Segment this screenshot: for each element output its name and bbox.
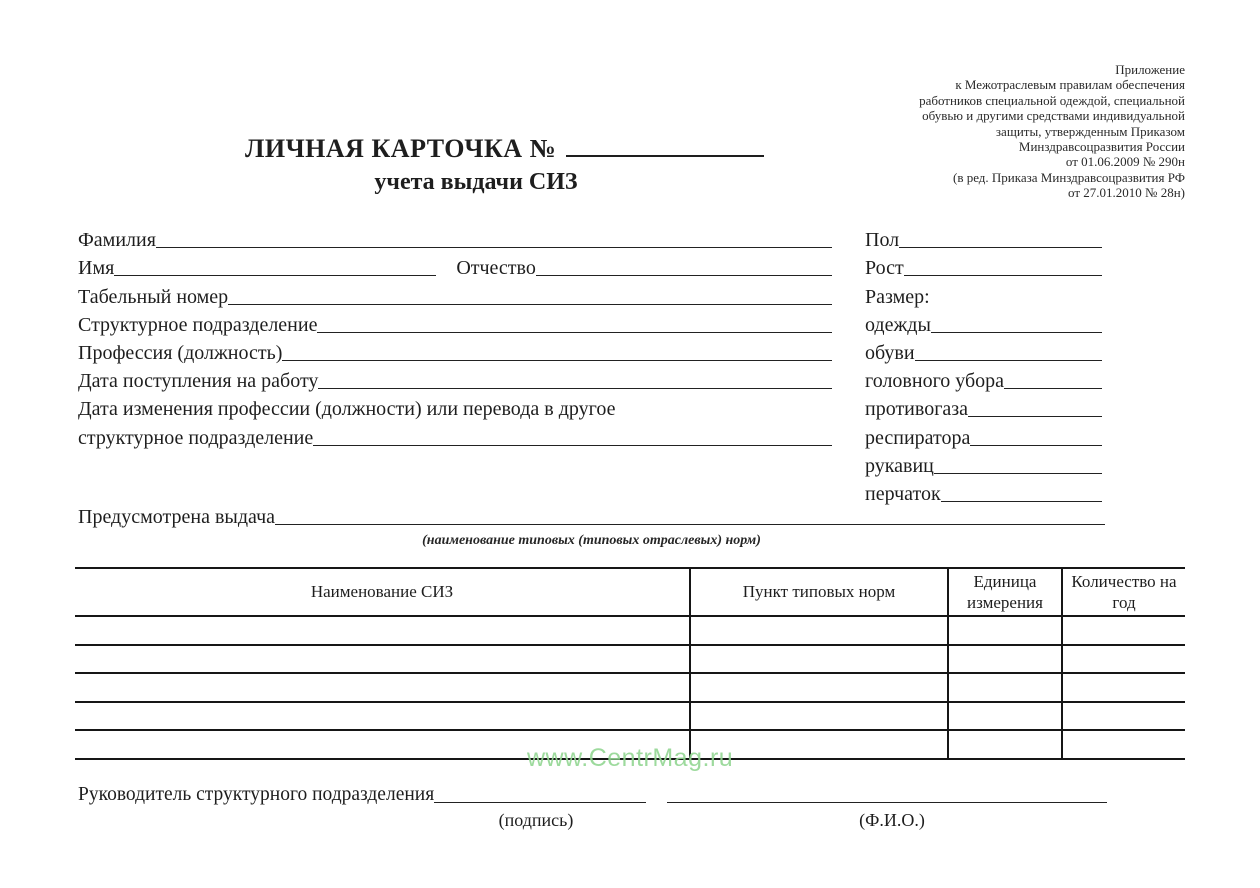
blank-line [899, 247, 1102, 248]
issue-provision-blank [275, 524, 1105, 525]
document-subtitle: учета выдачи СИЗ [374, 169, 578, 195]
fio-blank [667, 802, 1107, 803]
column-header: Единица измерения [948, 568, 1062, 616]
form-field-row [78, 337, 832, 365]
issue-provision-row [78, 499, 1105, 529]
siz-issue-table [75, 567, 1185, 760]
column-header: Количество на год [1062, 568, 1185, 616]
form-field-row [865, 224, 1102, 252]
table-cell-empty [948, 730, 1062, 759]
field-label: перчаток [865, 482, 941, 505]
field-label: Имя [78, 257, 115, 280]
blank-line [931, 332, 1102, 333]
field-label: головного убора [865, 370, 1005, 393]
form-field-row [78, 421, 832, 449]
table-cell-empty [948, 702, 1062, 731]
form-field-row [78, 365, 832, 393]
issue-provision-note: (наименование типовых (типовых отраслевых) норм) [422, 533, 761, 548]
table-row [75, 645, 1185, 674]
blank-line [1004, 388, 1102, 389]
table-cell-empty [1062, 645, 1185, 674]
annotation-line: Приложение [1115, 62, 1185, 77]
table-header-row [75, 568, 1185, 616]
card-number-blank [566, 155, 764, 157]
field-label: Дата изменения профессии (должности) или перевода в другое [78, 398, 616, 421]
field-label: Отчество [456, 257, 536, 280]
issue-provision-label: Предусмотрена выдача [78, 506, 276, 528]
blank-line [318, 388, 832, 389]
field-label: Дата поступления на работу [78, 370, 319, 393]
form-field-row [865, 365, 1102, 393]
signature-blank [434, 802, 646, 803]
form-field-row [78, 224, 832, 252]
document-title-block [245, 134, 707, 196]
form-field-row [865, 280, 1102, 308]
annotation-line: обувью и другими средствами индивидуальной [922, 108, 1185, 124]
table-cell-empty [690, 702, 948, 731]
annotation-line: от 27.01.2010 № 28н) [1068, 185, 1185, 201]
supervisor-label: Руководитель структурного подразделения [78, 784, 435, 805]
field-label: рукавиц [865, 454, 934, 477]
blank-line [968, 416, 1102, 417]
signature-caption: (подпись) [498, 810, 574, 830]
form-field-row [865, 309, 1102, 337]
table-cell-empty [75, 673, 690, 702]
form-field-row [78, 280, 832, 308]
table-cell-empty [75, 645, 690, 674]
field-label: Пол [865, 229, 900, 252]
field-label: одежды [865, 313, 931, 336]
form-field-row [865, 252, 1102, 280]
blank-line [114, 275, 436, 276]
field-label: Рост [865, 257, 904, 280]
form-field-row [865, 450, 1102, 478]
form-field-row [865, 337, 1102, 365]
table-cell-empty [948, 616, 1062, 645]
blank-line [970, 445, 1102, 446]
table-cell-empty [1062, 702, 1185, 731]
field-label: противогаза [865, 398, 969, 421]
table-cell-empty [75, 702, 690, 731]
table-cell-empty [1062, 616, 1185, 645]
blank-line [915, 360, 1102, 361]
form-field-row [78, 393, 832, 421]
form-field-row [865, 421, 1102, 449]
blank-line [904, 275, 1102, 276]
document-title-text: ЛИЧНАЯ КАРТОЧКА № [245, 134, 557, 163]
table-cell-empty [690, 645, 948, 674]
shop-watermark: www.CentrMag.ru [527, 744, 734, 772]
annotation-line: защиты, утвержденным Приказом [995, 123, 1185, 139]
field-label: обуви [865, 341, 915, 364]
table-cell-empty [1062, 730, 1185, 759]
table-cell-empty [948, 645, 1062, 674]
sizes-fields-column [865, 224, 1102, 506]
fio-caption: (Ф.И.О.) [859, 810, 925, 830]
blank-line [313, 445, 832, 446]
form-field-row [78, 309, 832, 337]
annotation-line: работников специальной одеждой, специальной [919, 92, 1185, 108]
annotation-line: (в ред. Приказа Минздравсоцразвития РФ [952, 169, 1185, 185]
table-cell-empty [948, 673, 1062, 702]
field-label: Структурное подразделение [78, 313, 318, 336]
blank-line [536, 275, 832, 276]
blank-line [317, 332, 832, 333]
field-label: респиратора [865, 426, 971, 449]
table-cell-empty [75, 616, 690, 645]
column-header: Пункт типовых норм [690, 568, 948, 616]
employee-fields-column [78, 224, 832, 450]
supervisor-signature-row [78, 780, 1107, 806]
blank-line [156, 247, 832, 248]
field-label: структурное подразделение [78, 426, 314, 449]
table-row [75, 616, 1185, 645]
blank-line [228, 304, 832, 305]
field-label: Табельный номер [78, 285, 229, 308]
table-row [75, 702, 1185, 731]
column-header: Наименование СИЗ [75, 568, 690, 616]
annotation-line: к Межотраслевым правилам обеспечения [955, 77, 1185, 93]
field-label: Фамилия [78, 229, 156, 252]
form-field-row [865, 393, 1102, 421]
annotation-line: Минздравсоцразвития России [1018, 139, 1185, 155]
field-label: Профессия (должность) [78, 341, 283, 364]
form-field-row [78, 252, 832, 280]
blank-line [282, 360, 832, 361]
annotation-line: от 01.06.2009 № 290н [1065, 154, 1185, 170]
blank-line [934, 473, 1102, 474]
regulation-annotation [805, 62, 1185, 201]
table-cell-empty [690, 616, 948, 645]
table-cell-empty [690, 673, 948, 702]
table-row [75, 673, 1185, 702]
field-label: Размер: [865, 285, 930, 308]
document-title [245, 134, 707, 164]
table-cell-empty [1062, 673, 1185, 702]
